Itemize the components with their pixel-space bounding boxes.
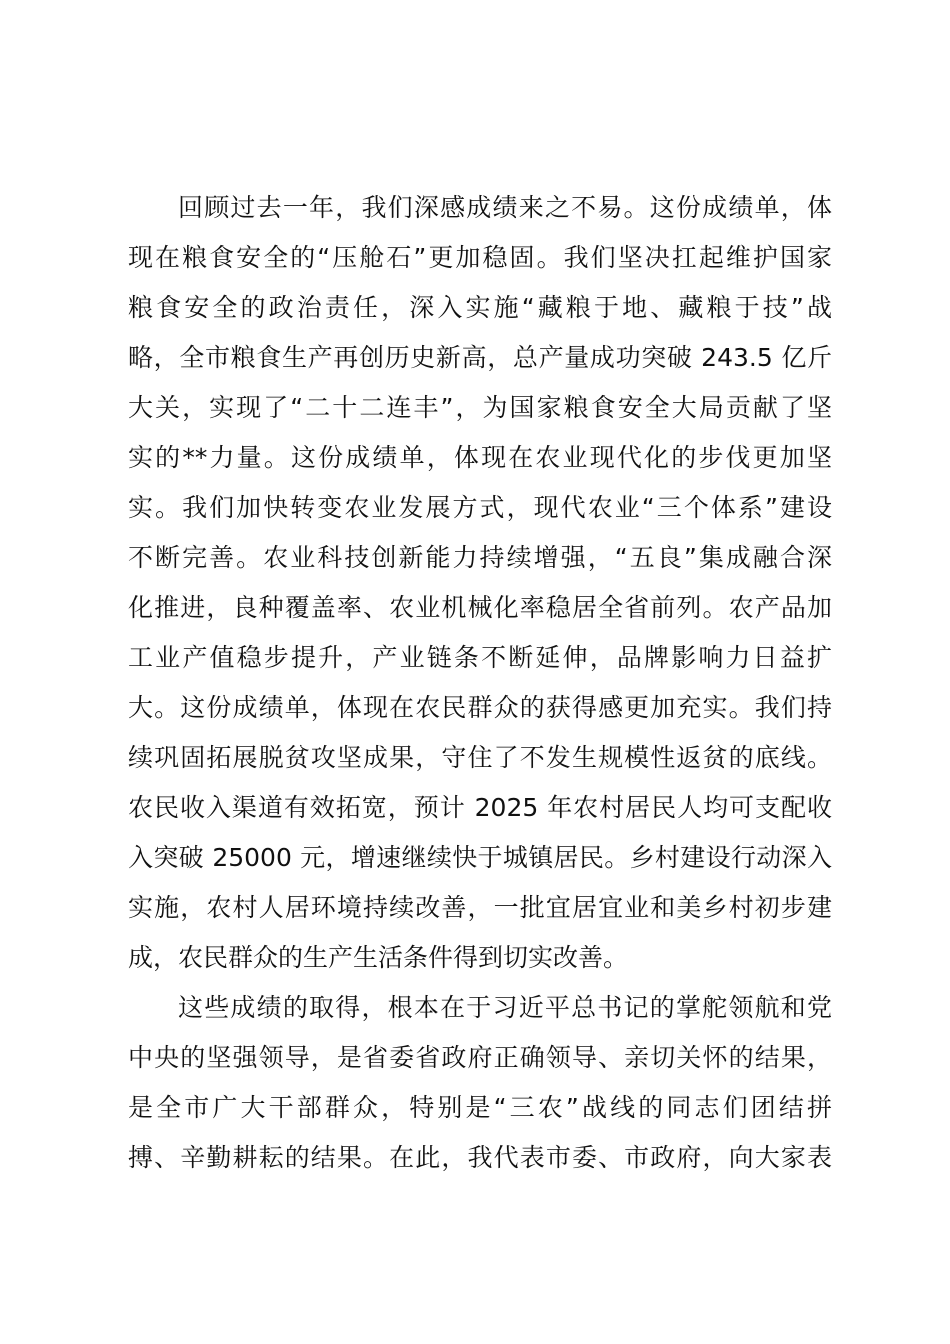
text-line: 是全市广大干部群众，特别是“三农”战线的同志们团结拼 xyxy=(128,1093,832,1122)
text-line: 现在粮食安全的“压舱石”更加稳固。我们坚决扛起维护国家 xyxy=(128,243,832,272)
text-line: 实施，农村人居环境持续改善，一批宜居宜业和美乡村初步建 xyxy=(128,893,832,922)
text-line: 实。我们加快转变农业发展方式，现代农业“三个体系”建设 xyxy=(128,493,832,522)
text-line: 中央的坚强领导，是省委省政府正确领导、亲切关怀的结果， xyxy=(128,1043,832,1072)
text-line: 粮食安全的政治责任，深入实施“藏粮于地、藏粮于技”战 xyxy=(128,293,832,322)
text-line: 回顾过去一年，我们深感成绩来之不易。这份成绩单，体 xyxy=(178,193,832,222)
text-line: 略，全市粮食生产再创历史新高，总产量成功突破 243.5 亿斤 xyxy=(128,343,832,372)
text-line: 搏、辛勤耕耘的结果。在此，我代表市委、市政府，向大家表 xyxy=(128,1143,832,1172)
paragraph-achievements xyxy=(128,183,832,983)
text-line: 大关，实现了“二十二连丰”，为国家粮食安全大局贡献了坚 xyxy=(128,393,832,422)
text-line: 不断完善。农业科技创新能力持续增强，“五良”集成融合深 xyxy=(128,543,832,572)
text-line: 实的**力量。这份成绩单，体现在农业现代化的步伐更加坚 xyxy=(128,443,832,472)
text-line: 续巩固拓展脱贫攻坚成果，守住了不发生规模性返贫的底线。 xyxy=(128,743,832,772)
text-line: 农民收入渠道有效拓宽，预计 2025 年农村居民人均可支配收 xyxy=(128,793,832,822)
text-line: 这些成绩的取得，根本在于习近平总书记的掌舵领航和党 xyxy=(178,993,832,1022)
text-line: 入突破 25000 元，增速继续快于城镇居民。乡村建设行动深入 xyxy=(128,843,832,872)
document-body xyxy=(128,183,832,1183)
text-line: 化推进，良种覆盖率、农业机械化率稳居全省前列。农产品加 xyxy=(128,593,832,622)
text-line: 大。这份成绩单，体现在农民群众的获得感更加充实。我们持 xyxy=(128,693,832,722)
paragraph-acknowledgement xyxy=(128,983,832,1183)
text-line: 工业产值稳步提升，产业链条不断延伸，品牌影响力日益扩 xyxy=(128,643,832,672)
text-line: 成，农民群众的生产生活条件得到切实改善。 xyxy=(128,943,629,972)
